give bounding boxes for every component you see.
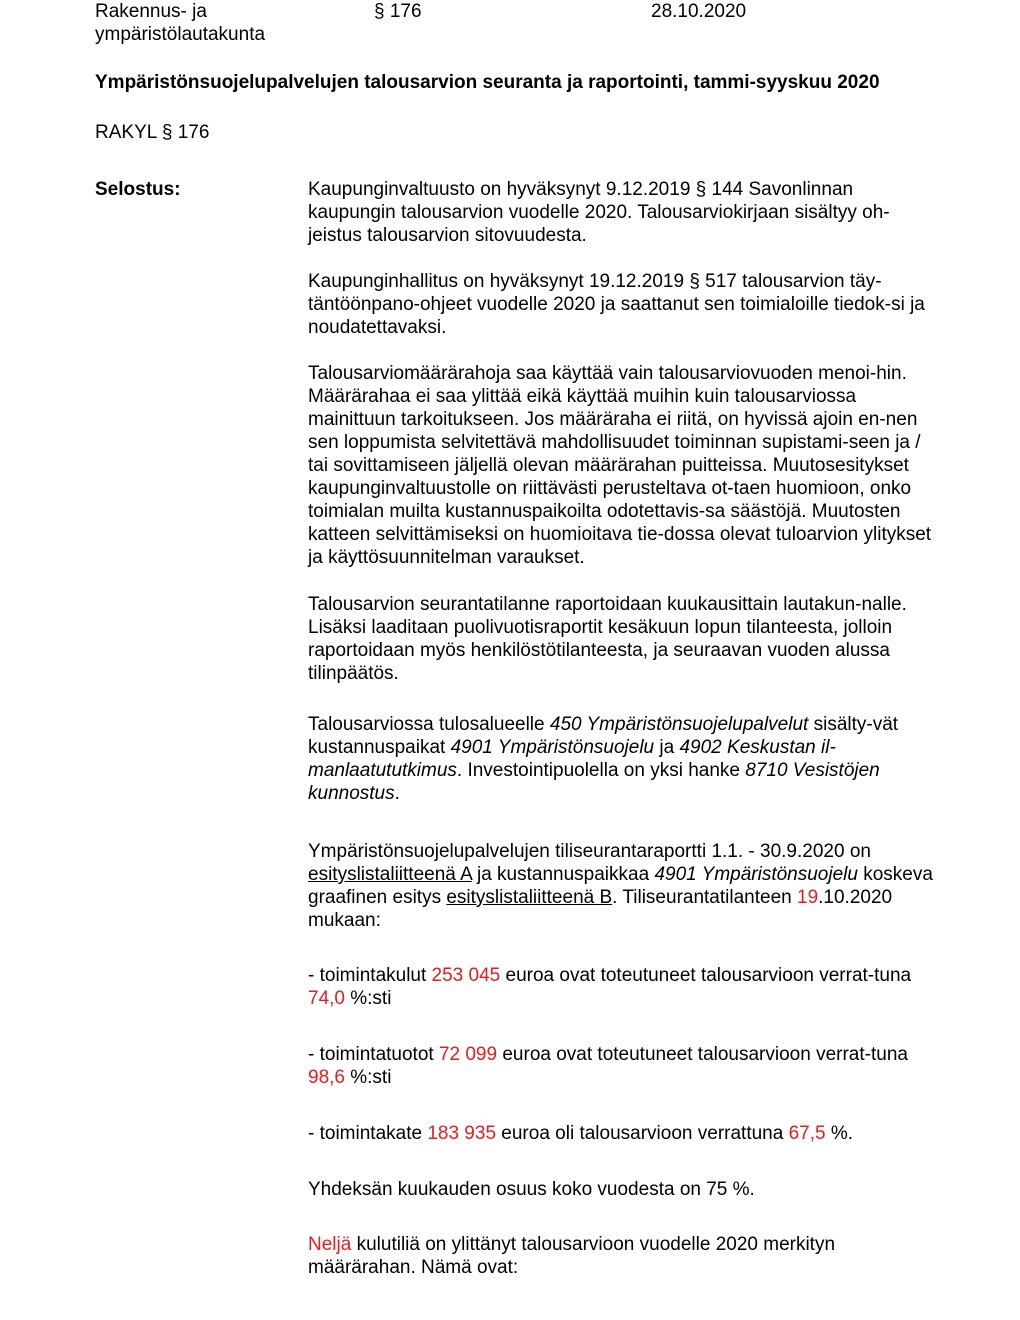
committee-line-1: Rakennus- ja [95,1,207,22]
highlighted-value: 183 935 [427,1123,497,1144]
text-run: kulutiliä on ylittänyt talousarvioon vuodelle 2020 merkityn määrärahan. Nämä ovat: [308,1234,836,1278]
paragraph-4-text: Talousarvion seurantatilanne raportoidaan kuukausittain lautakun-nalle. Lisäksi laaditaan puolivuotisraportit kesäkuun lopun tilanteesta, jolloin raportoidaan myös henkilöstötilanteesta, ja seuraavan vuoden alussa tilinpäätös. [308,594,907,684]
cost-center-name: 4902 Keskustan il-manlaatututkimus [308,737,836,781]
text-run: . [394,783,400,804]
text-run: %:sti [344,988,392,1009]
paragraph-3 [308,362,933,569]
bullet-operating-costs [308,964,933,1010]
text-run: %:sti [344,1067,392,1088]
paragraph-6 [308,840,933,932]
section-number: § 176 [374,1,422,22]
text-run: euroa oli talousarvioon verrattuna [496,1123,789,1144]
cost-center-name: 4901 Ympäristönsuojelu [654,864,858,885]
text-run: . Investointipuolella on yksi hanke [456,760,746,781]
paragraph-4 [308,593,933,685]
paragraph-2-text: Kaupunginhallitus on hyväksynyt 19.12.2019 § 517 talousarvion täy-täntöönpano-ohjeet vuodelle 2020 ja saattanut sen toimialoille tiedok-si ja noudatettavaksi. [308,271,925,338]
paragraph-8-text [308,1233,933,1279]
text-run: ja kustannuspaikkaa [471,864,655,885]
highlighted-value: 72 099 [438,1044,498,1065]
paragraph-6-text [308,840,933,932]
highlighted-value: 98,6 [308,1067,345,1088]
document-title: Ympäristönsuojelupalvelujen talousarvion seuranta ja raportointi, tammi-syyskuu 2020 [95,72,880,93]
text-run: . Tiliseurantatilanteen [612,887,797,908]
project-name: 8710 Vesistöjen kunnostus [308,760,880,804]
bullet-operating-margin [308,1122,933,1145]
paragraph-7 [308,1178,933,1201]
paragraph-3-text: Talousarviomäärärahoja saa käyttää vain talousarviovuoden menoi-hin. Määrärahaa ei saa ylittää eikä käyttää muihin kuin talousarviossa mainittuun tarkoitukseen. Jos määräraha ei riitä, on hyvissä ajoin en-nen sen loppumista selvitettävä mahdollisuudet toiminnan supistami-seen ja / tai sovittamiseen jäljellä olevan määrärahan puitteissa. Muutosesitykset kaupunginvaltuustolle on riittävästi perusteltava ot-taen huomioon, onko toimialan muilta kustannuspaikoilta odotettavis-sa säästöjä. Muutosten katteen selvittämiseksi on huomioitava tie-dossa olevat tuloarvion ylitykset ja käyttösuunnitelman varaukset. [308,363,932,568]
paragraph-7-text: Yhdeksän kuukauden osuus koko vuodesta on 75 %. [308,1179,755,1200]
bullet-operating-income [308,1043,933,1089]
text-run: - toimintakulut [308,965,432,986]
paragraph-1-text: Kaupunginvaltuusto on hyväksynyt 9.12.2019 § 144 Savonlinnan kaupungin talousarvion vuodelle 2020. Talousarviokirjaan sisältyy oh-jeistus talousarvion sitovuudesta. [308,179,890,246]
text-run: Ympäristönsuojelupalvelujen tiliseurantaraportti 1.1. - 30.9.2020 on [308,841,871,862]
text-run: - toimintakate [308,1123,428,1144]
section-label: Selostus: [95,179,181,200]
bullet-text [308,964,933,1010]
highlighted-value: 74,0 [308,988,345,1009]
bullet-text [308,1043,933,1089]
text-run: ja [654,737,680,758]
meeting-date: 28.10.2020 [651,1,747,22]
paragraph-8 [308,1233,933,1279]
bullet-text [308,1122,933,1145]
text-run: .10.2020 mukaan: [308,887,893,931]
cost-center-name: 4901 Ympäristönsuojelu [450,737,655,758]
text-run: %. [825,1123,854,1144]
text-run: - toimintatuotot [308,1044,439,1065]
text-run: euroa ovat toteutuneet talousarvioon verrat-tuna [497,1044,908,1065]
committee-name [95,0,335,46]
highlighted-value: Neljä [308,1234,352,1255]
committee-line-2: ympäristölautakunta [95,24,266,45]
highlighted-value: 253 045 [431,965,501,986]
text-run: euroa ovat toteutuneet talousarvioon verrat-tuna [500,965,912,986]
text-run: Talousarviossa tulosalueelle [308,714,550,735]
paragraph-1 [308,178,933,247]
text-run: sisälty-vät kustannuspaikat [308,714,899,758]
highlighted-value: 19 [797,887,819,908]
paragraph-5 [308,713,933,805]
reference-code: RAKYL § 176 [95,122,210,143]
paragraph-2 [308,270,933,339]
cost-center-name: 450 Ympäristönsuojelupalvelut [549,714,809,735]
attachment-b-link[interactable]: esityslistaliitteenä B [446,887,613,908]
attachment-a-link[interactable]: esityslistaliitteenä A [308,864,472,885]
paragraph-5-text [308,713,933,805]
highlighted-value: 67,5 [788,1123,826,1144]
text-run: koskeva graafinen esitys [308,864,933,908]
